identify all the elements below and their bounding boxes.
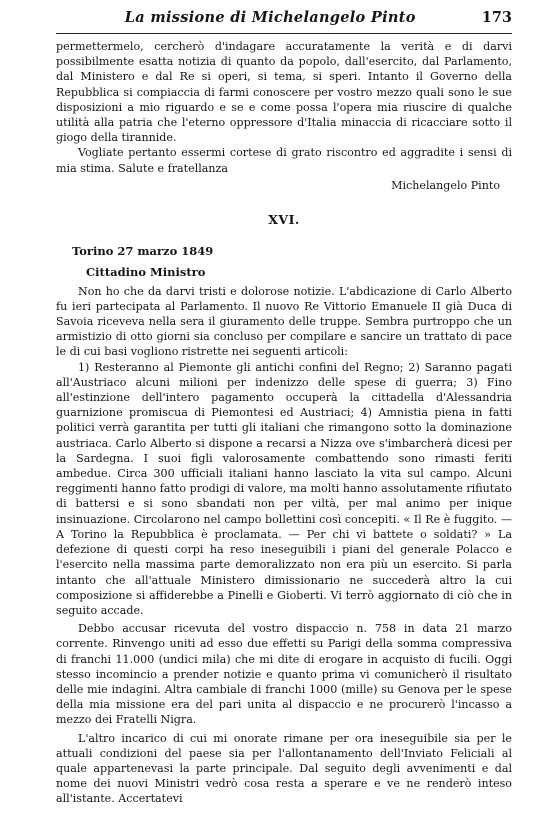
letter-xvi	[56, 244, 512, 806]
running-title: La missione di Michelangelo Pinto	[124, 9, 416, 26]
body-paragraph: Non ho che da darvi tristi e dolorose notizie. L'abdicazione di Carlo Alberto fu ieri partecipata al Parlamento. Il nuovo Re Vittorio Emanuele II già Duca di Savoia riceveva nella sera il giuramento delle truppe. Sembra purtroppo che un armistizio di otto giorni sia concluso per compilare e sancire un trattato di pace le di cui basi vogliono ristrette nei seguenti articoli:	[56, 284, 512, 359]
closing-paragraph: Vogliate pertanto essermi cortese di grato riscontro ed aggradite i sensi di mia stima. Salute e fratellanza	[56, 146, 512, 175]
body-paragraph: Debbo accusar ricevuta del vostro dispaccio n. 758 in data 21 marzo corrente. Rinvengo uniti ad esso due effetti su Parigi della somma compressiva di franchi 11.000 (undici mila) che mi dite di erogare in acquisto di fucili. Oggi stesso incomincio a prender notizie e quanto prima vi comunicherò il risultato delle mie indagini. Altra cambiale di franchi 1000 (mille) su Genova per le spese della mia missione era del pari unita al dispaccio e ne procurerò l'incasso a mezzo dei Fratelli Nigra.	[56, 622, 512, 727]
signature: Michelangelo Pinto	[391, 178, 500, 192]
section-number: XVI.	[268, 212, 300, 228]
salutation: Cittadino Ministro	[86, 265, 206, 280]
body-paragraph: 1) Resteranno al Piemonte gli antichi confini del Regno; 2) Saranno pagati all'Austriaco alcuni milioni per indenizzo delle spese di guerra; 3) Fino all'estinzione dell'intero pagamento occuperà la cittadella d'Alessandria guarnizione promiscua di Piemontesi ed Austriaci; 4) Amnistia piena in fatti politici verrà garantita per tutti gli italiani che rimangono sotto la dominazione austriaca. Carlo Alberto si dispone a recarsi a Nizza ove s'imbarcherà dicesi per la Sardegna. I suoi figli valorosamente combattendo sono rimasti feriti ambedue. Circa 300 ufficiali italiani hanno lasciato la vita sul campo. Alcuni reggimenti hanno fatto prodigi di valore, ma molti hanno assolutamente rifiutato di battersi e si sono sbandati non per viltà, per mal animo per inique insinuazione. Circolarono nel campo bollettini così concepiti. « Il Re è fuggito. — A Torino la Repubblica è proclamata. — Per chi vi battete o soldati? » La defezione di questi corpi ha reso ineseguibili i piani del generale Polacco e l'esercito nella massima parte demoralizzato non era più un esercito. Si parla intanto che all'attuale Ministero dimissionario ne succederà altro la cui composizione si affiderebbe a Pinelli e Gioberti. Vi terrò aggiornato di ciò che in seguito accade.	[56, 360, 512, 617]
body-paragraph: L'altro incarico di cui mi onorate rimane per ora ineseguibile sia per le attuali condizioni del paese sia per l'allontanamento dell'Inviato Feliciali al quale appartenevasi la parte principale. Dal seguito degli avvenimenti e dal nome dei nuovi Ministri vedrò cosa resta a sperare e ve ne renderò inteso all'istante. Accertatevi	[56, 731, 512, 806]
letter-continuation	[56, 39, 512, 193]
body-paragraph: permettermelo, cercherò d'indagare accuratamente la verità e di darvi possibilmente esatta notizia di quanto da popolo, dall'esercito, dal Parlamento, dal Ministero e dal Re si operi, si tema, si speri. Intanto il Governo della Repubblica si compiaccia di farmi conoscere per vostro mezzo quali sono le sue disposizioni a mio riguardo e se e come possa l'opera mia riuscire di qualche utilità alla patria che l'eterno oppressore d'Italia minaccia di ricacciare sotto il giogo della tirannide.	[56, 40, 512, 145]
running-header	[56, 10, 512, 34]
dateline: Torino 27 marzo 1849	[72, 244, 214, 259]
page-number: 173	[481, 9, 512, 26]
